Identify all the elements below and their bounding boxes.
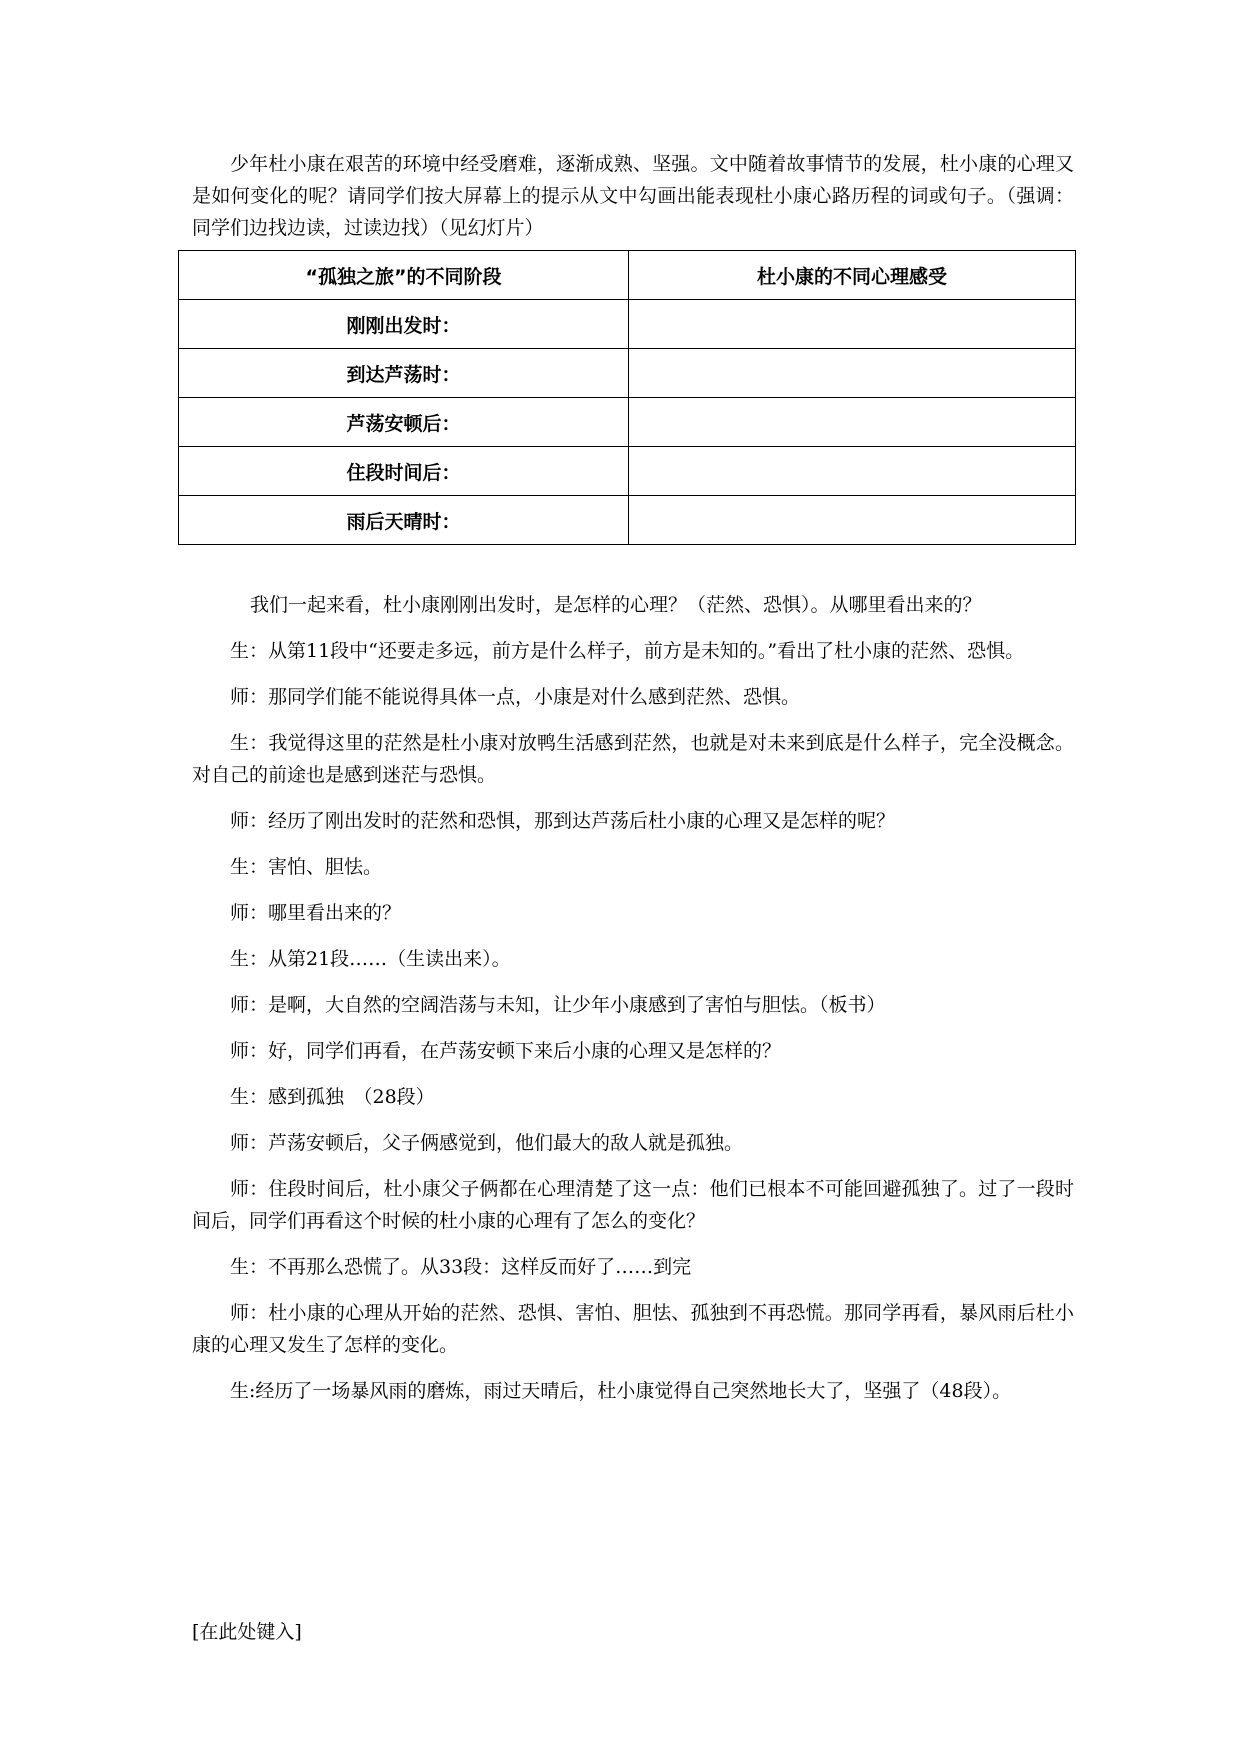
dialogue-line: 我们一起来看，杜小康刚刚出发时，是怎样的心理？（茫然、恐惧）。从哪里看出来的？ (250, 594, 982, 616)
dialogue-line: 生：感到孤独 （28段） (230, 1086, 435, 1108)
dialogue-line: 师：芦荡安顿后，父子俩感觉到，他们最大的敌人就是孤独。 (230, 1132, 744, 1154)
dialogue-line: 师：住段时间后，杜小康父子俩都在心理清楚了这一点：他们已根本不可能回避孤独了。过了一段时间后，同学们再看这个时候的杜小康的心理有了怎么的变化？ (192, 1178, 1074, 1232)
stage-cell: 刚刚出发时： (179, 300, 629, 349)
table-row (179, 496, 1076, 545)
feeling-cell[interactable] (629, 398, 1076, 447)
stages-table (178, 250, 1076, 545)
intro-paragraph: 少年杜小康在艰苦的环境中经受磨难，逐渐成熟、坚强。文中随着故事情节的发展，杜小康的心理又是如何变化的呢？请同学们按大屏幕上的提示从文中勾画出能表现杜小康心路历程的词或句子。（强调：同学们边找边读，过读边找）（见幻灯片） (192, 153, 1074, 239)
table-row (179, 300, 1076, 349)
stage-cell: 雨后天晴时： (179, 496, 629, 545)
dialogue-section (192, 589, 1074, 1407)
table-row (179, 349, 1076, 398)
feeling-cell[interactable] (629, 496, 1076, 545)
feeling-cell[interactable] (629, 349, 1076, 398)
dialogue-line: 师：哪里看出来的？ (230, 902, 402, 924)
table-header-row (179, 251, 1076, 300)
dialogue-line: 生:经历了一场暴风雨的磨炼，雨过天晴后，杜小康觉得自己突然地长大了，坚强了（48段）。 (230, 1380, 1012, 1402)
dialogue-line: 生：从第11段中“还要走多远，前方是什么样子，前方是未知的。”看出了杜小康的茫然、恐惧。 (230, 640, 1025, 662)
stages-table-wrapper (178, 250, 1076, 545)
dialogue-line: 师：那同学们能不能说得具体一点，小康是对什么感到茫然、恐惧。 (230, 686, 801, 708)
stage-cell: 芦荡安顿后： (179, 398, 629, 447)
footer-placeholder[interactable]: [在此处键入] (192, 1621, 302, 1643)
dialogue-line: 生：我觉得这里的茫然是杜小康对放鸭生活感到茫然，也就是对未来到底是什么样子，完全没概念。对自己的前途也是感到迷茫与恐惧。 (192, 732, 1074, 786)
table-row (179, 447, 1076, 496)
header-stage: “孤独之旅”的不同阶段 (179, 251, 629, 300)
dialogue-line: 师：经历了刚出发时的茫然和恐惧，那到达芦荡后杜小康的心理又是怎样的呢？ (230, 810, 896, 832)
header-feeling: 杜小康的不同心理感受 (629, 251, 1076, 300)
feeling-cell[interactable] (629, 300, 1076, 349)
dialogue-line: 生：害怕、胆怯。 (230, 856, 383, 878)
dialogue-line: 师：是啊，大自然的空阔浩荡与未知，让少年小康感到了害怕与胆怯。（板书） (230, 994, 886, 1016)
table-row (179, 398, 1076, 447)
dialogue-line: 师：杜小康的心理从开始的茫然、恐惧、害怕、胆怯、孤独到不再恐慌。那同学再看，暴风雨后杜小康的心理又发生了怎样的变化。 (192, 1302, 1074, 1356)
feeling-cell[interactable] (629, 447, 1076, 496)
dialogue-line: 师：好，同学们再看，在芦荡安顿下来后小康的心理又是怎样的？ (230, 1040, 782, 1062)
dialogue-line: 生：不再那么恐慌了。从33段：这样反而好了……到完 (230, 1256, 692, 1278)
document-page (192, 148, 1074, 1421)
stage-cell: 到达芦荡时： (179, 349, 629, 398)
stage-cell: 住段时间后： (179, 447, 629, 496)
dialogue-line: 生：从第21段……（生读出来）。 (230, 948, 511, 970)
